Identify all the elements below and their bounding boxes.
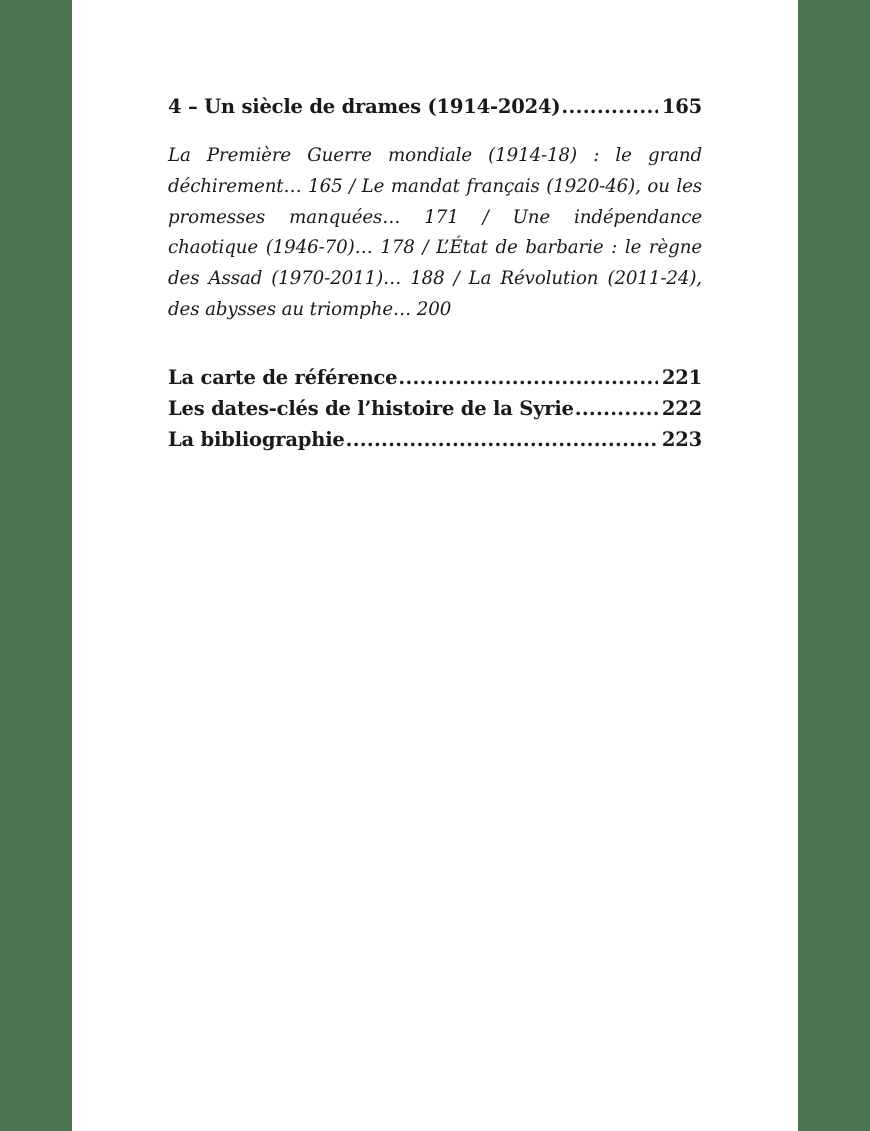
dot-leader: [398, 362, 658, 393]
chapter-summary: La Première Guerre mondiale (1914-18) : le grand déchirement… 165 / Le mandat français (1920-46), ou les promesses manquées… 171 / Une indépendance chaotique (1946-70)… 178 / L’État de barbarie : le règne des Assad (1970-2011)… 188 / La Révolution (2011-24), des abysses au triomphe… 200: [168, 145, 702, 320]
toc-entry-title: La carte de référence: [168, 365, 398, 389]
toc-entry-title: 4 – Un siècle de drames (1914-2024): [168, 95, 561, 118]
toc-entry-chapter-4: [168, 92, 702, 122]
toc-entry-map: [168, 362, 702, 393]
toc-entry-page: 222: [661, 396, 702, 420]
toc-entry-page: 221: [661, 365, 702, 389]
table-of-contents: [168, 92, 702, 455]
dot-leader: [561, 92, 657, 122]
toc-entry-bibliography: [168, 424, 702, 455]
toc-entry-title: Les dates-clés de l’histoire de la Syrie: [168, 396, 574, 420]
appendix-list: [168, 362, 702, 455]
book-page: [72, 0, 798, 1131]
dot-leader: [346, 424, 658, 455]
dot-leader: [575, 393, 658, 424]
toc-entry-page: 223: [661, 427, 702, 451]
toc-entry-page: 165: [661, 95, 702, 118]
toc-entry-title: La bibliographie: [168, 427, 345, 451]
toc-entry-key-dates: [168, 393, 702, 424]
